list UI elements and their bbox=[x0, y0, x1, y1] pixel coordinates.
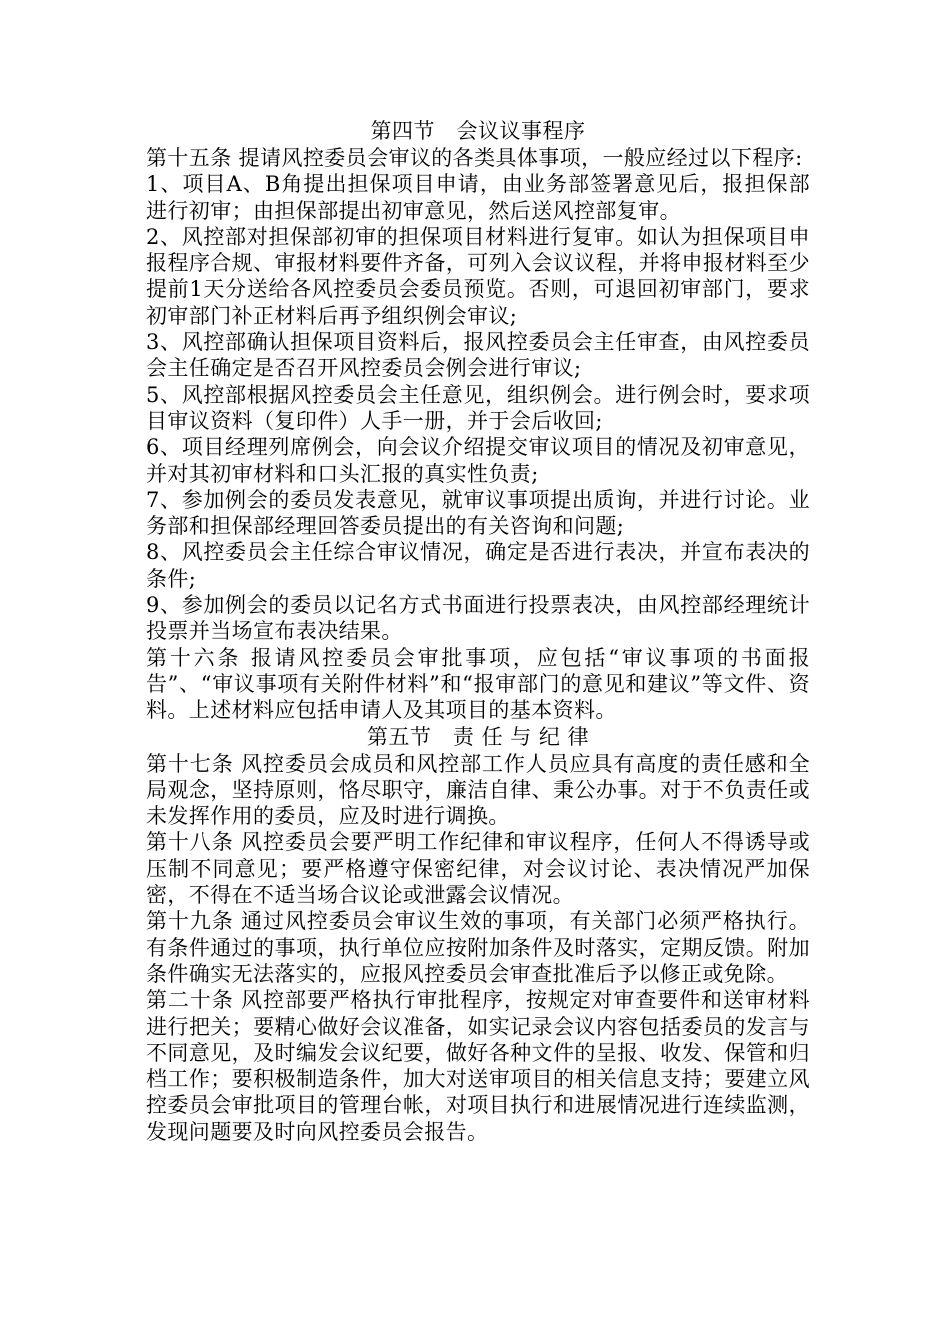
procedure-step-8: 8、风控委员会主任综合审议情况，确定是否进行表决，并宣布表决的条件; bbox=[146, 540, 810, 591]
section-4 bbox=[146, 118, 810, 724]
section-5 bbox=[146, 724, 810, 1145]
section-5-title: 第五节 责 任 与 纪 律 bbox=[366, 724, 590, 749]
article-18: 第十八条 风控委员会要严明工作纪律和审议程序，任何人不得诱导或压制不同意见；要严格遵守保密纪律，对会议讨论、表决情况严加保密，不得在不适当场合议论或泄露会议情况。 bbox=[146, 830, 810, 908]
section-4-title: 第四节 会议议事程序 bbox=[370, 119, 586, 143]
procedure-step-2: 2、风控部对担保部初审的担保项目材料进行复审。如认为担保项目申报程序合规、审报材料要件齐备，可列入会议议程，并将申报材料至少提前1天分送给各风控委员会委员预览。否则，可退回初审部门，要求初审部门补正材料后再予组织例会审议; bbox=[146, 224, 810, 328]
procedure-step-3: 3、风控部确认担保项目资料后，报风控委员会主任审查，由风控委员会主任确定是否召开风控委员会例会进行审议; bbox=[146, 330, 810, 381]
article-15: 第十五条 提请风控委员会审议的各类具体事项，一般应经过以下程序: bbox=[146, 146, 803, 170]
document-page bbox=[146, 118, 810, 1145]
article-19: 第十九条 通过风控委员会审议生效的事项，有关部门必须严格执行。有条件通过的事项，执行单位应按附加条件及时落实，定期反馈。附加条件确实无法落实的，应报风控委员会审查批准后予以修正或免除。 bbox=[146, 909, 810, 986]
article-20: 第二十条 风控部要严格执行审批程序，按规定对审查要件和送审材料进行把关；要精心做好会议准备，如实记录会议内容包括委员的发言与不同意见，及时编发会议纪要，做好各种文件的呈报、收发、保管和归档工作；要积极制造条件，加大对送审项目的相关信息支持；要建立风控委员会审批项目的管理台帐，对项目执行和进展情况进行连续监测，发现问题要及时向风控委员会报告。 bbox=[146, 988, 810, 1144]
procedure-step-9: 9、参加例会的委员以记名方式书面进行投票表决，由风控部经理统计投票并当场宣布表决结果。 bbox=[146, 593, 810, 644]
procedure-step-1: 1、项目A、B角提出担保项目申请，由业务部签署意见后，报担保部进行初审；由担保部提出初审意见，然后送风控部复审。 bbox=[146, 172, 810, 223]
article-17: 第十七条 风控委员会成员和风控部工作人员应具有高度的责任感和全局观念，坚持原则，恪尽职守，廉洁自律、秉公办事。对于不负责任或未发挥作用的委员，应及时进行调换。 bbox=[146, 751, 810, 829]
procedure-step-7: 7、参加例会的委员发表意见，就审议事项提出质询，并进行讨论。业务部和担保部经理回答委员提出的有关咨询和问题; bbox=[146, 487, 810, 539]
procedure-step-5: 5、风控部根据风控委员会主任意见，组织例会。进行例会时，要求项目审议资料（复印件）人手一册，并于会后收回; bbox=[146, 382, 810, 433]
procedure-step-6: 6、项目经理列席例会，向会议介绍提交审议项目的情况及初审意见，并对其初审材料和口头汇报的真实性负责; bbox=[146, 435, 810, 486]
article-16: 第十六条 报请风控委员会审批事项，应包括“审议事项的书面报告”、“审议事项有关附件材料”和“报审部门的意见和建议”等文件、资料。上述材料应包括申请人及其项目的基本资料。 bbox=[146, 645, 810, 723]
